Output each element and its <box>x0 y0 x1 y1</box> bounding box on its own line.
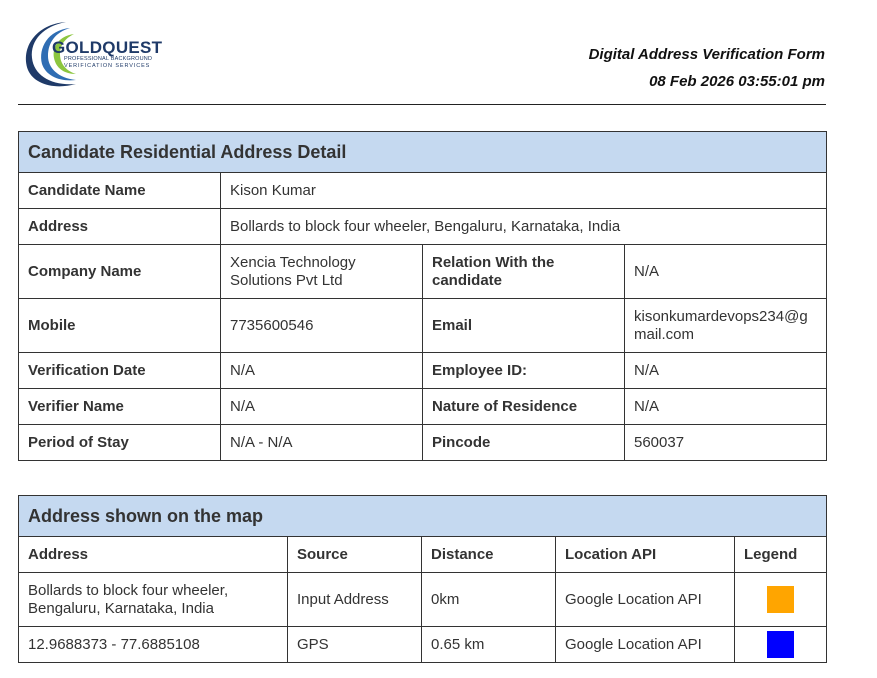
mobile-value: 7735600546 <box>221 299 423 353</box>
residence-label: Nature of Residence <box>423 389 625 425</box>
candidate-detail-table <box>18 131 827 461</box>
employee-id-value: N/A <box>625 353 827 389</box>
row-location-api: Google Location API <box>556 627 735 663</box>
column-header-address: Address <box>19 537 288 573</box>
company-name-label: Company Name <box>19 245 221 299</box>
address-value: Bollards to block four wheeler, Bengaluru, Karnataka, India <box>221 209 827 245</box>
verification-date-label: Verification Date <box>19 353 221 389</box>
logo-tagline-2: VERIFICATION SERVICES <box>64 63 151 69</box>
candidate-name-label: Candidate Name <box>19 173 221 209</box>
goldquest-logo <box>18 18 168 90</box>
header-divider <box>18 104 826 105</box>
column-header-distance: Distance <box>422 537 556 573</box>
verifier-name-value: N/A <box>221 389 423 425</box>
candidate-section-title: Candidate Residential Address Detail <box>19 132 827 173</box>
email-label: Email <box>423 299 625 353</box>
row-distance: 0.65 km <box>422 627 556 663</box>
table-row <box>19 627 827 663</box>
email-value: kisonkumardevops234@gmail.com <box>625 299 827 353</box>
legend-swatch-orange <box>767 586 794 613</box>
row-source: GPS <box>288 627 422 663</box>
column-header-location-api: Location API <box>556 537 735 573</box>
form-datetime: 08 Feb 2026 03:55:01 pm <box>649 73 825 90</box>
candidate-name-value: Kison Kumar <box>221 173 827 209</box>
row-location-api: Google Location API <box>556 573 735 627</box>
relation-label: Relation With the candidate <box>423 245 625 299</box>
pincode-value: 560037 <box>625 425 827 461</box>
relation-value: N/A <box>625 245 827 299</box>
form-title: Digital Address Verification Form <box>588 46 825 63</box>
row-legend <box>735 573 827 627</box>
residence-value: N/A <box>625 389 827 425</box>
period-of-stay-value: N/A - N/A <box>221 425 423 461</box>
row-source: Input Address <box>288 573 422 627</box>
verifier-name-label: Verifier Name <box>19 389 221 425</box>
company-name-value: Xencia Technology Solutions Pvt Ltd <box>221 245 423 299</box>
period-of-stay-label: Period of Stay <box>19 425 221 461</box>
row-distance: 0km <box>422 573 556 627</box>
legend-swatch-blue <box>767 631 794 658</box>
row-address: 12.9688373 - 77.6885108 <box>19 627 288 663</box>
logo-tagline-1: PROFESSIONAL BACKGROUND <box>64 56 153 62</box>
table-row <box>19 573 827 627</box>
pincode-label: Pincode <box>423 425 625 461</box>
map-section-title: Address shown on the map <box>19 496 827 537</box>
employee-id-label: Employee ID: <box>423 353 625 389</box>
column-header-source: Source <box>288 537 422 573</box>
logo-wordmark: GOLDQUEST <box>52 38 163 57</box>
row-address: Bollards to block four wheeler, Bengaluru, Karnataka, India <box>19 573 288 627</box>
verification-date-value: N/A <box>221 353 423 389</box>
mobile-label: Mobile <box>19 299 221 353</box>
row-legend <box>735 627 827 663</box>
column-header-legend: Legend <box>735 537 827 573</box>
address-label: Address <box>19 209 221 245</box>
map-address-table <box>18 495 827 663</box>
